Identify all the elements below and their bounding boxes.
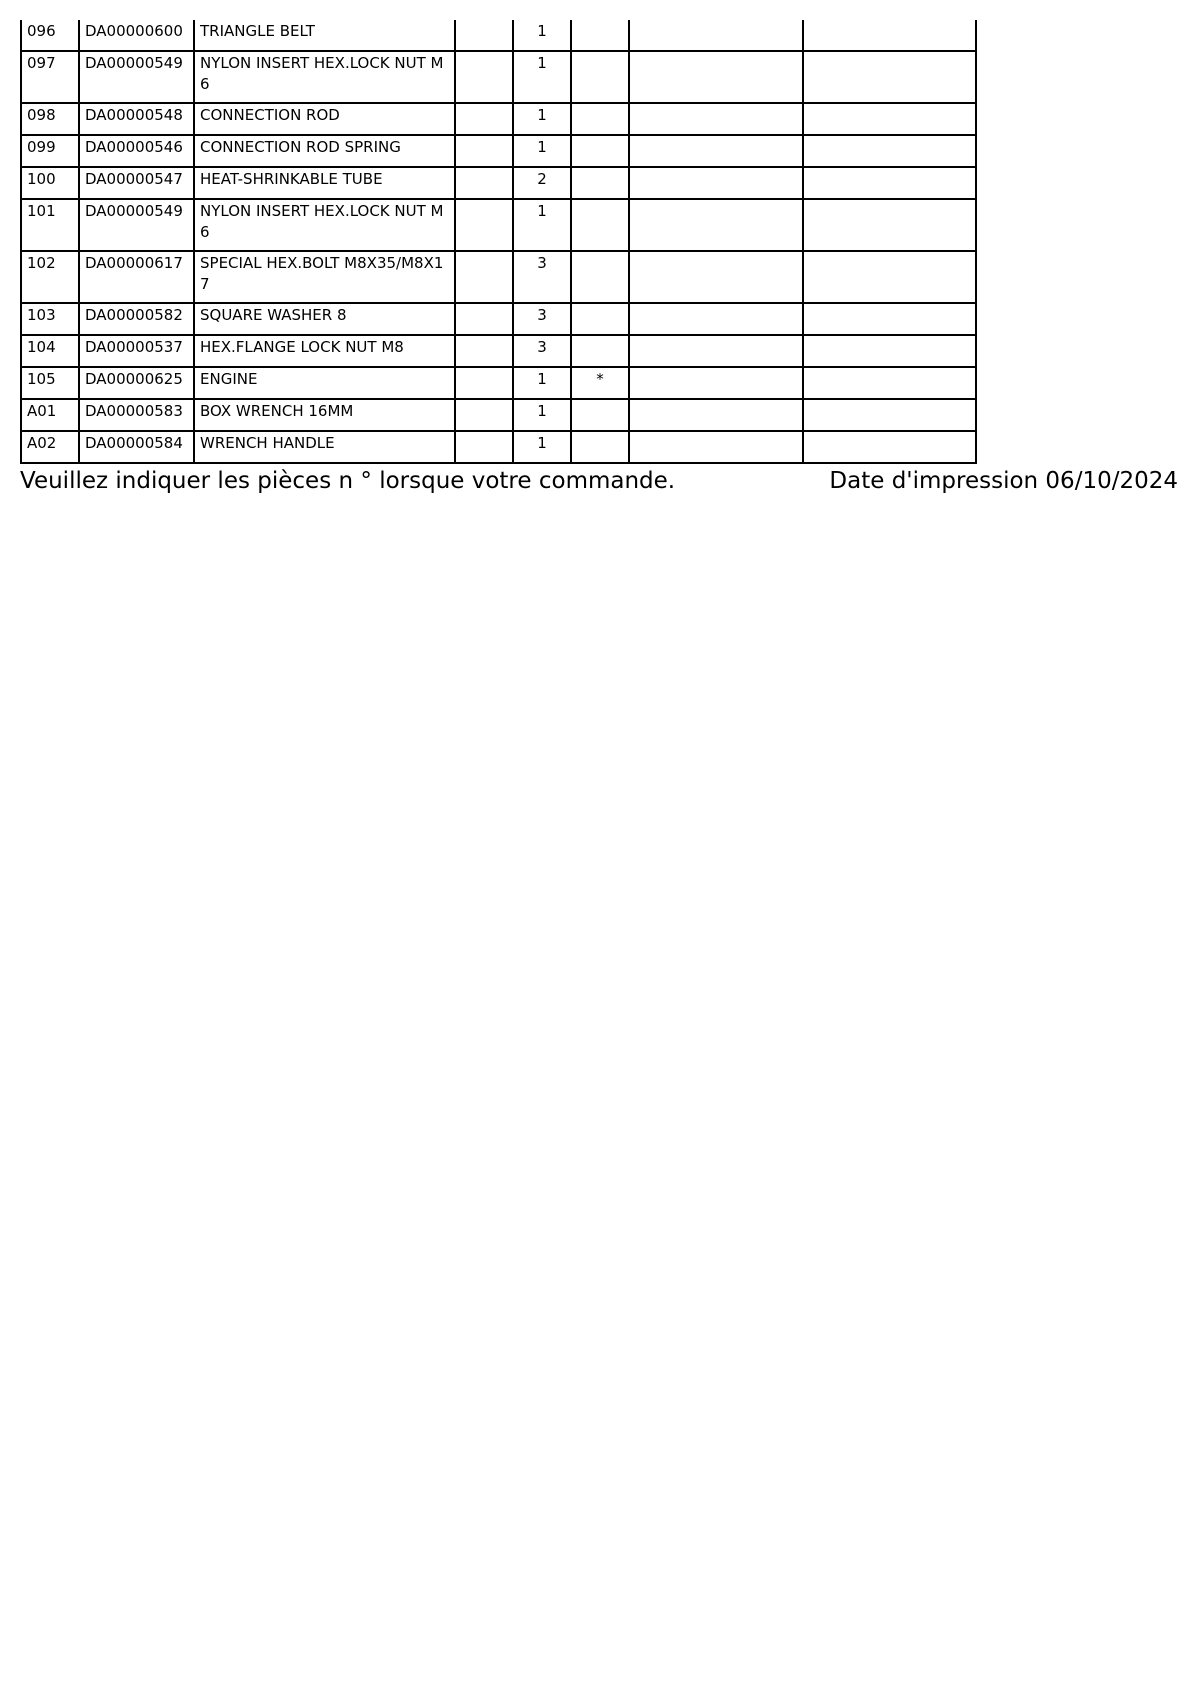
empty-cell — [629, 251, 803, 303]
mark-cell — [571, 303, 629, 335]
item-number-cell: 102 — [21, 251, 79, 303]
empty-cell — [629, 367, 803, 399]
empty-cell — [455, 431, 513, 463]
quantity-cell: 1 — [513, 431, 571, 463]
mark-cell — [571, 335, 629, 367]
quantity-cell: 3 — [513, 303, 571, 335]
empty-cell — [629, 335, 803, 367]
table-row — [21, 399, 976, 431]
empty-cell — [803, 431, 976, 463]
empty-cell — [455, 303, 513, 335]
table-row — [21, 167, 976, 199]
table-row — [21, 135, 976, 167]
part-description-cell: HEAT-SHRINKABLE TUBE — [194, 167, 455, 199]
part-description-cell: TRIANGLE BELT — [194, 20, 455, 51]
quantity-cell: 1 — [513, 51, 571, 103]
item-number-cell: A02 — [21, 431, 79, 463]
mark-cell — [571, 399, 629, 431]
part-description-cell: WRENCH HANDLE — [194, 431, 455, 463]
empty-cell — [629, 199, 803, 251]
item-number-cell: 096 — [21, 20, 79, 51]
table-row — [21, 20, 976, 51]
quantity-cell: 1 — [513, 199, 571, 251]
empty-cell — [455, 167, 513, 199]
empty-cell — [455, 103, 513, 135]
item-number-cell: 105 — [21, 367, 79, 399]
mark-cell — [571, 51, 629, 103]
part-reference-cell: DA00000617 — [79, 251, 194, 303]
mark-cell — [571, 135, 629, 167]
empty-cell — [629, 431, 803, 463]
empty-cell — [629, 20, 803, 51]
part-description-cell: BOX WRENCH 16MM — [194, 399, 455, 431]
item-number-cell: 098 — [21, 103, 79, 135]
parts-table-body — [21, 20, 976, 463]
part-reference-cell: DA00000549 — [79, 51, 194, 103]
mark-cell — [571, 431, 629, 463]
part-reference-cell: DA00000584 — [79, 431, 194, 463]
table-row — [21, 251, 976, 303]
part-reference-cell: DA00000625 — [79, 367, 194, 399]
empty-cell — [803, 399, 976, 431]
item-number-cell: 103 — [21, 303, 79, 335]
mark-cell: * — [571, 367, 629, 399]
print-date: Date d'impression 06/10/2024 — [829, 468, 1178, 494]
empty-cell — [803, 167, 976, 199]
item-number-cell: A01 — [21, 399, 79, 431]
empty-cell — [629, 167, 803, 199]
quantity-cell: 3 — [513, 251, 571, 303]
quantity-cell: 1 — [513, 399, 571, 431]
part-reference-cell: DA00000547 — [79, 167, 194, 199]
table-row — [21, 303, 976, 335]
item-number-cell: 099 — [21, 135, 79, 167]
table-row — [21, 103, 976, 135]
part-description-cell: CONNECTION ROD SPRING — [194, 135, 455, 167]
empty-cell — [803, 103, 976, 135]
empty-cell — [803, 199, 976, 251]
part-reference-cell: DA00000548 — [79, 103, 194, 135]
part-description-cell: NYLON INSERT HEX.LOCK NUT M6 — [194, 199, 455, 251]
part-reference-cell: DA00000537 — [79, 335, 194, 367]
part-reference-cell: DA00000583 — [79, 399, 194, 431]
part-reference-cell: DA00000546 — [79, 135, 194, 167]
empty-cell — [455, 135, 513, 167]
empty-cell — [629, 51, 803, 103]
empty-cell — [629, 399, 803, 431]
part-description-cell: HEX.FLANGE LOCK NUT M8 — [194, 335, 455, 367]
parts-table — [20, 20, 977, 464]
empty-cell — [803, 251, 976, 303]
empty-cell — [455, 399, 513, 431]
table-row — [21, 51, 976, 103]
table-row — [21, 335, 976, 367]
mark-cell — [571, 103, 629, 135]
part-description-cell: ENGINE — [194, 367, 455, 399]
quantity-cell: 1 — [513, 103, 571, 135]
empty-cell — [455, 251, 513, 303]
part-description-cell: CONNECTION ROD — [194, 103, 455, 135]
empty-cell — [803, 367, 976, 399]
part-description-cell: SPECIAL HEX.BOLT M8X35/M8X17 — [194, 251, 455, 303]
quantity-cell: 3 — [513, 335, 571, 367]
empty-cell — [803, 303, 976, 335]
table-row — [21, 199, 976, 251]
mark-cell — [571, 20, 629, 51]
table-row — [21, 431, 976, 463]
empty-cell — [455, 335, 513, 367]
item-number-cell: 101 — [21, 199, 79, 251]
empty-cell — [629, 303, 803, 335]
mark-cell — [571, 251, 629, 303]
empty-cell — [629, 135, 803, 167]
mark-cell — [571, 199, 629, 251]
part-reference-cell: DA00000549 — [79, 199, 194, 251]
quantity-cell: 1 — [513, 367, 571, 399]
empty-cell — [455, 199, 513, 251]
part-description-cell: NYLON INSERT HEX.LOCK NUT M6 — [194, 51, 455, 103]
part-reference-cell: DA00000600 — [79, 20, 194, 51]
table-row — [21, 367, 976, 399]
empty-cell — [803, 20, 976, 51]
order-instruction-note: Veuillez indiquer les pièces n ° lorsque votre commande. — [20, 468, 676, 494]
item-number-cell: 100 — [21, 167, 79, 199]
quantity-cell: 1 — [513, 135, 571, 167]
empty-cell — [629, 103, 803, 135]
empty-cell — [455, 367, 513, 399]
part-description-cell: SQUARE WASHER 8 — [194, 303, 455, 335]
empty-cell — [455, 51, 513, 103]
empty-cell — [803, 335, 976, 367]
item-number-cell: 104 — [21, 335, 79, 367]
part-reference-cell: DA00000582 — [79, 303, 194, 335]
quantity-cell: 2 — [513, 167, 571, 199]
quantity-cell: 1 — [513, 20, 571, 51]
empty-cell — [803, 51, 976, 103]
mark-cell — [571, 167, 629, 199]
empty-cell — [455, 20, 513, 51]
empty-cell — [803, 135, 976, 167]
item-number-cell: 097 — [21, 51, 79, 103]
